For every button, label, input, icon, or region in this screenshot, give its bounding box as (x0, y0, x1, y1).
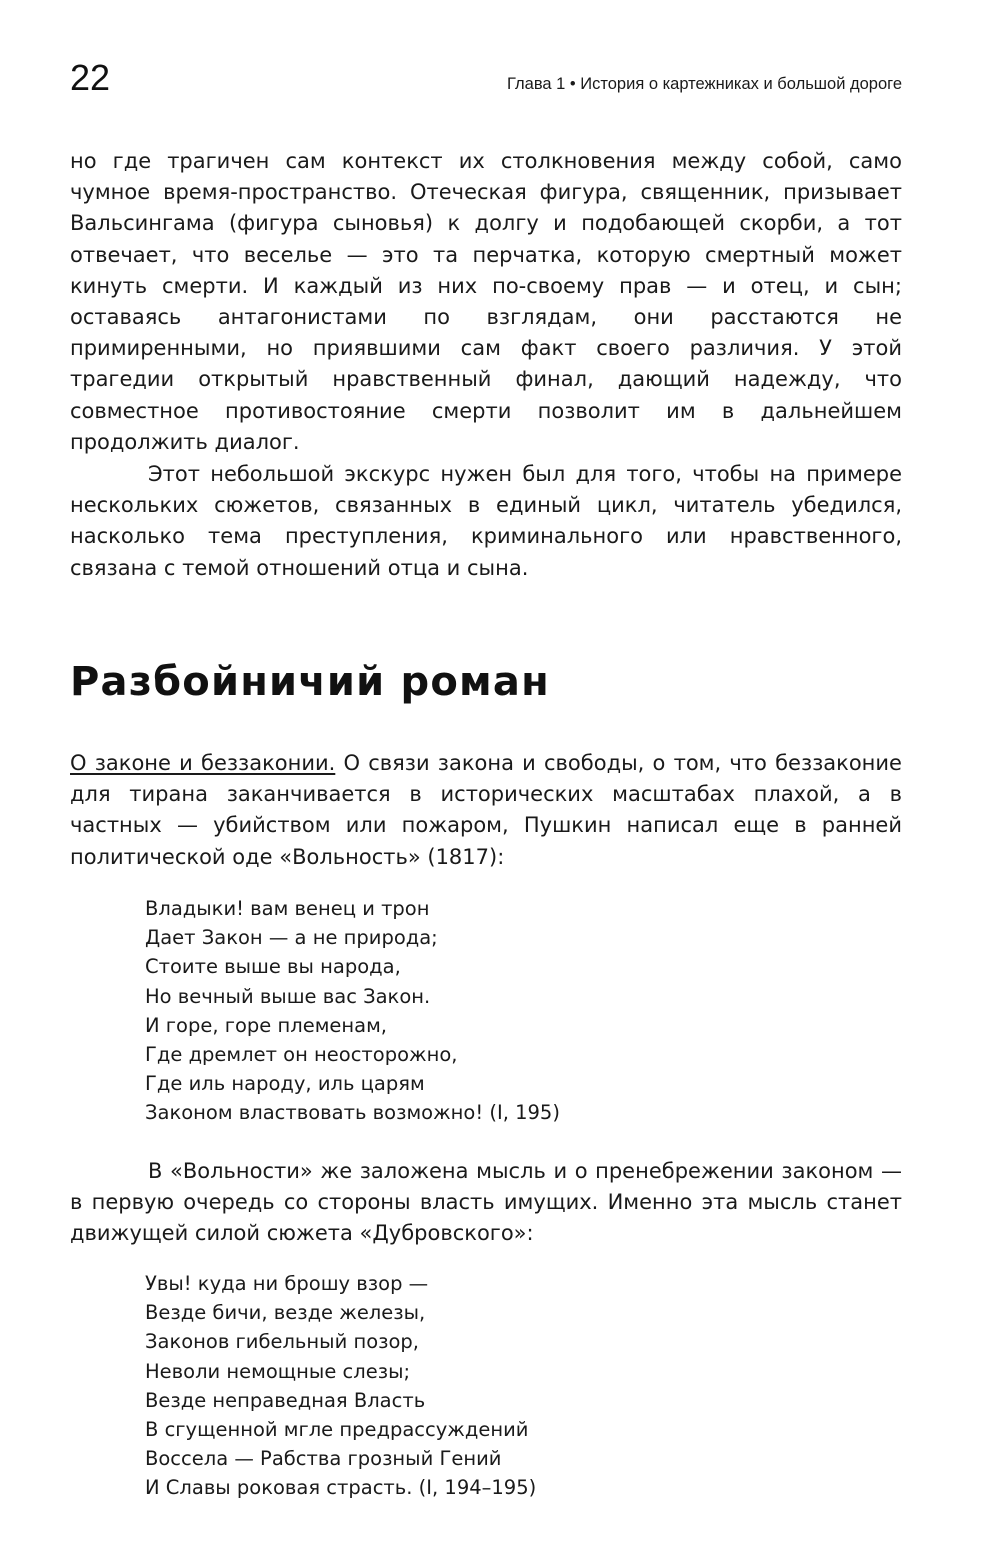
section-title: Разбойничий роман (70, 659, 550, 705)
verse-line: Воссела — Рабства грозный Гений (145, 1447, 502, 1471)
verse-line: Владыки! вам венец и трон (145, 897, 430, 920)
verse-line: Неволи немощные слезы; (145, 1359, 411, 1383)
verse-line: Где иль народу, иль царям (145, 1072, 425, 1096)
verse-quote-1 (145, 894, 845, 1128)
running-head: Глава 1 • История о картежниках и большой дороге (507, 75, 902, 93)
page-number: 22 (70, 57, 111, 98)
verse-line: Но вечный выше вас Закон. (145, 984, 431, 1008)
verse-line: Законом властвовать возможно! (I, 195) (145, 1101, 560, 1125)
page-header (70, 58, 902, 104)
verse-line: Где дремлет он неосторожно, (145, 1043, 458, 1067)
verse-quote-2 (145, 1269, 845, 1503)
verse-line: Везде неправедная Власть (145, 1388, 426, 1412)
verse-line: В сгущенной мгле предрассуждений (145, 1418, 529, 1442)
verse-line: Дает Закон — а не природа; (145, 926, 438, 950)
paragraph-3-body: О связи закона и свободы, о том, что беззаконие для тирана заканчивается в исторических масштабах плахой, а в частных — убийством или пожаром, Пушкин написал еще в ранней политической оде «Вольность» (1817): (70, 751, 902, 869)
verse-line: Увы! куда ни брошу взор — (145, 1272, 429, 1295)
paragraph-2: Этот небольшой экскурс нужен был для того, чтобы на примере нескольких сюжетов, связанных в единый цикл, читатель убедился, насколько тема преступления, криминального или нравственного, связана с темой отношений отца и сына. (70, 462, 902, 580)
verse-line: Везде бичи, везде железы, (145, 1301, 426, 1325)
paragraph-3 (70, 748, 902, 873)
verse-line: Стоите выше вы народа, (145, 955, 401, 979)
verse-line: Законов гибельный позор, (145, 1330, 419, 1354)
paragraph-4: В «Вольности» же заложена мысль и о пренебрежении законом — в первую очередь со стороны власть имущих. Именно эта мысль станет движущей силой сюжета «Дубровского»: (70, 1159, 902, 1246)
verse-line: И горе, горе племенам, (145, 1013, 388, 1037)
paragraph-3-lead: О законе и беззаконии. (70, 751, 336, 775)
verse-line: И Славы роковая страсть. (I, 194–195) (145, 1476, 537, 1500)
paragraph-1: но где трагичен сам контекст их столкновения между собой, само чумное время-пространство. Отеческая фигура, священник, призывает Вальсингама (фигура сыновья) к долгу и подобающей скорби, а тот отвечает, что веселье — это та перчатка, которую смертный может кинуть смерти. И каждый из них по-своему прав — и отец, и сын; оставаясь антагонистами по взглядам, они расстаются не примиренными, но приявшими сам факт своего различия. У этой трагедии открытый нравственный финал, дающий надежду, что совместное противостояние смерти позволит им в дальнейшем продолжить диалог. (70, 149, 902, 454)
